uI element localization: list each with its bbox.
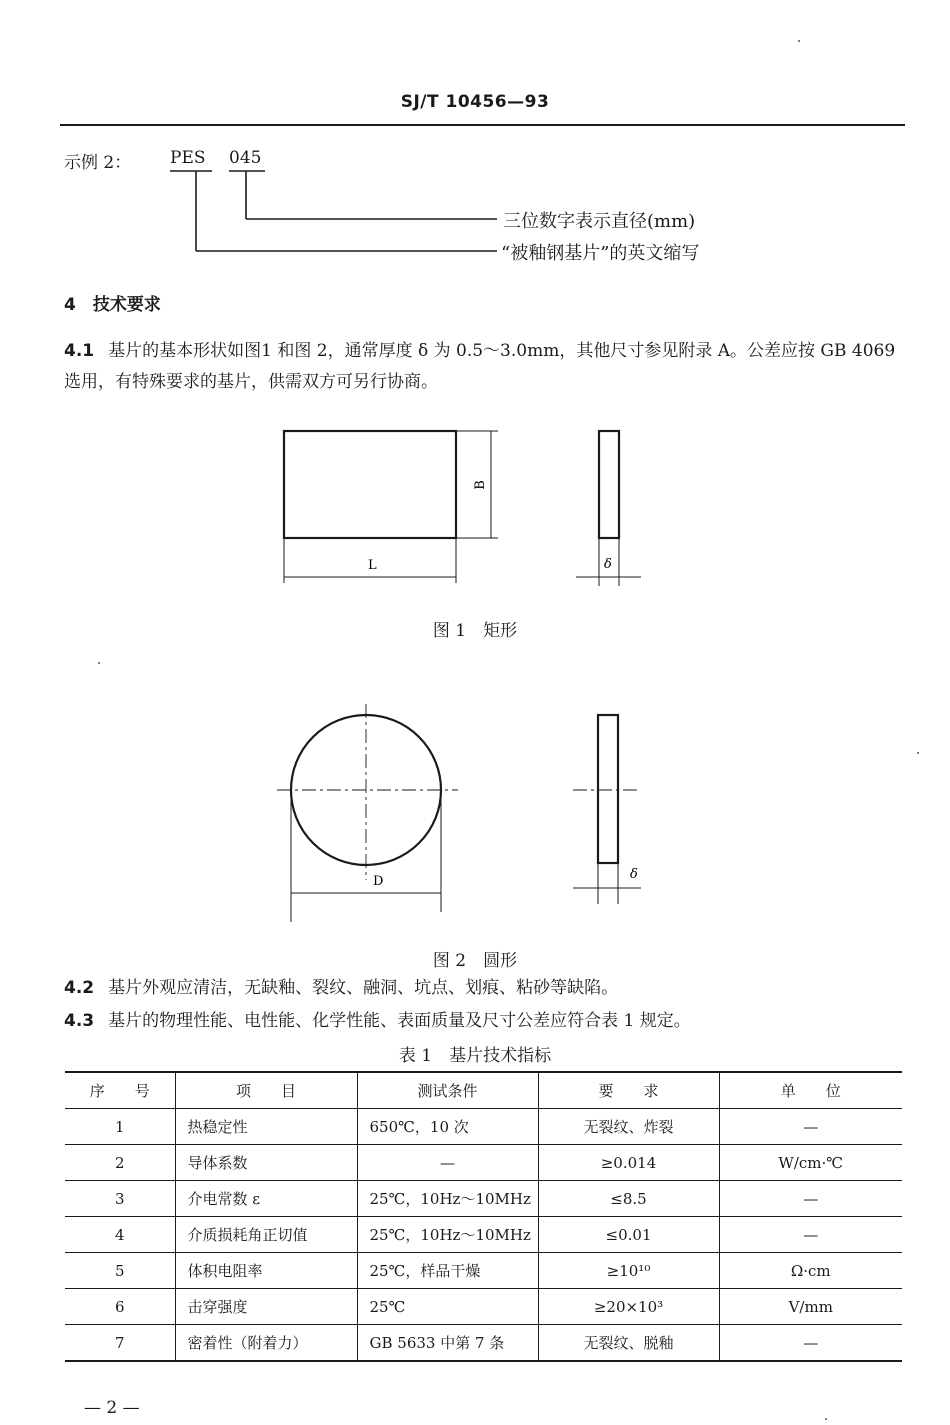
scan-speck [825,1418,827,1420]
cell-requirement: 无裂纹、脱釉 [538,1325,719,1362]
cell-unit: Ω·cm [719,1253,902,1289]
cell-unit: — [719,1217,902,1253]
cell-condition: GB 5633 中第 7 条 [357,1325,538,1362]
cell-no: 4 [65,1217,175,1253]
figure-2-circle [0,700,950,930]
cell-requirement: ≤0.01 [538,1217,719,1253]
label-width: B [473,480,488,490]
label-thickness: δ [604,557,612,572]
paragraph-number: 4.2 [64,978,95,998]
cell-no: 7 [65,1325,175,1362]
example-leader-lines [0,0,950,270]
table-row [65,1181,902,1217]
cell-condition: 25℃，10Hz～10MHz [357,1217,538,1253]
example-label: 示例 2： [64,153,132,173]
cell-unit: — [719,1109,902,1145]
paragraph-number: 4.3 [64,1011,95,1031]
spec-table [65,1071,902,1362]
cell-requirement: 无裂纹、炸裂 [538,1109,719,1145]
cell-item: 体积电阻率 [175,1253,357,1289]
cell-requirement: ≥20×10³ [538,1289,719,1325]
cell-condition: 25℃ [357,1289,538,1325]
cell-unit: — [719,1181,902,1217]
cell-item: 密着性（附着力） [175,1325,357,1362]
paragraph-text: 基片外观应清洁，无缺釉、裂纹、融洞、坑点、划痕、粘砂等缺陷。 [108,978,619,998]
table-row [65,1217,902,1253]
example-desc-prefix: “被釉钢基片”的英文缩写 [501,243,700,264]
cell-no: 6 [65,1289,175,1325]
cell-requirement: ≤8.5 [538,1181,719,1217]
page-number: — 2 — [84,1398,140,1418]
cell-no: 3 [65,1181,175,1217]
paragraph-4-3 [64,1006,906,1037]
cell-unit: — [719,1325,902,1362]
example-code-prefix: PES [170,148,206,168]
table-title: 表 1 基片技术指标 [398,1046,552,1066]
scan-speck [798,40,800,42]
example-desc-number: 三位数字表示直径(mm) [503,211,696,232]
cell-item: 导体系数 [175,1145,357,1181]
table-row [65,1253,902,1289]
cell-condition: 25℃，10Hz～10MHz [357,1181,538,1217]
section-title: 4 技术要求 [64,295,161,315]
example-code-number: 045 [229,148,262,168]
header-requirement: 要 求 [538,1072,719,1109]
paragraph-4-2 [64,973,906,1004]
cell-condition: — [357,1145,538,1181]
scan-speck [917,752,919,754]
cell-requirement: ≥0.014 [538,1145,719,1181]
table-row [65,1109,902,1145]
table-row [65,1289,902,1325]
header-unit: 单 位 [719,1072,902,1109]
figure-2-caption: 图 2 圆形 [432,951,518,971]
cell-no: 5 [65,1253,175,1289]
label-thickness: δ [630,867,638,882]
header-condition: 测试条件 [357,1072,538,1109]
paragraph-4-1 [64,336,906,398]
scan-speck [98,662,100,664]
figure-1-caption: 图 1 矩形 [432,621,518,641]
header-item: 项 目 [175,1072,357,1109]
cell-item: 热稳定性 [175,1109,357,1145]
paragraph-text: 基片的基本形状如图1 和图 2，通常厚度 δ 为 0.5～3.0mm，其他尺寸参见附录 A。公差应按 GB 4069 选用，有特殊要求的基片，供需双方可另行协商。 [64,341,896,392]
table-row [65,1325,902,1362]
cell-requirement: ≥10¹⁰ [538,1253,719,1289]
cell-item: 介质损耗角正切值 [175,1217,357,1253]
table-row [65,1145,902,1181]
paragraph-text: 基片的物理性能、电性能、化学性能、表面质量及尺寸公差应符合表 1 规定。 [108,1011,691,1031]
label-length: L [368,558,377,573]
cell-condition: 25℃，样品干燥 [357,1253,538,1289]
cell-unit: W/cm·℃ [719,1145,902,1181]
figure-1-rectangle [0,400,950,610]
cell-item: 介电常数 ε [175,1181,357,1217]
cell-condition: 650℃，10 次 [357,1109,538,1145]
cell-unit: V/mm [719,1289,902,1325]
cell-item: 击穿强度 [175,1289,357,1325]
cell-no: 2 [65,1145,175,1181]
paragraph-number: 4.1 [64,341,95,361]
document-code: SJ/T 10456—93 [400,92,550,112]
label-diameter: D [373,874,384,889]
cell-no: 1 [65,1109,175,1145]
header-no: 序 号 [65,1072,175,1109]
